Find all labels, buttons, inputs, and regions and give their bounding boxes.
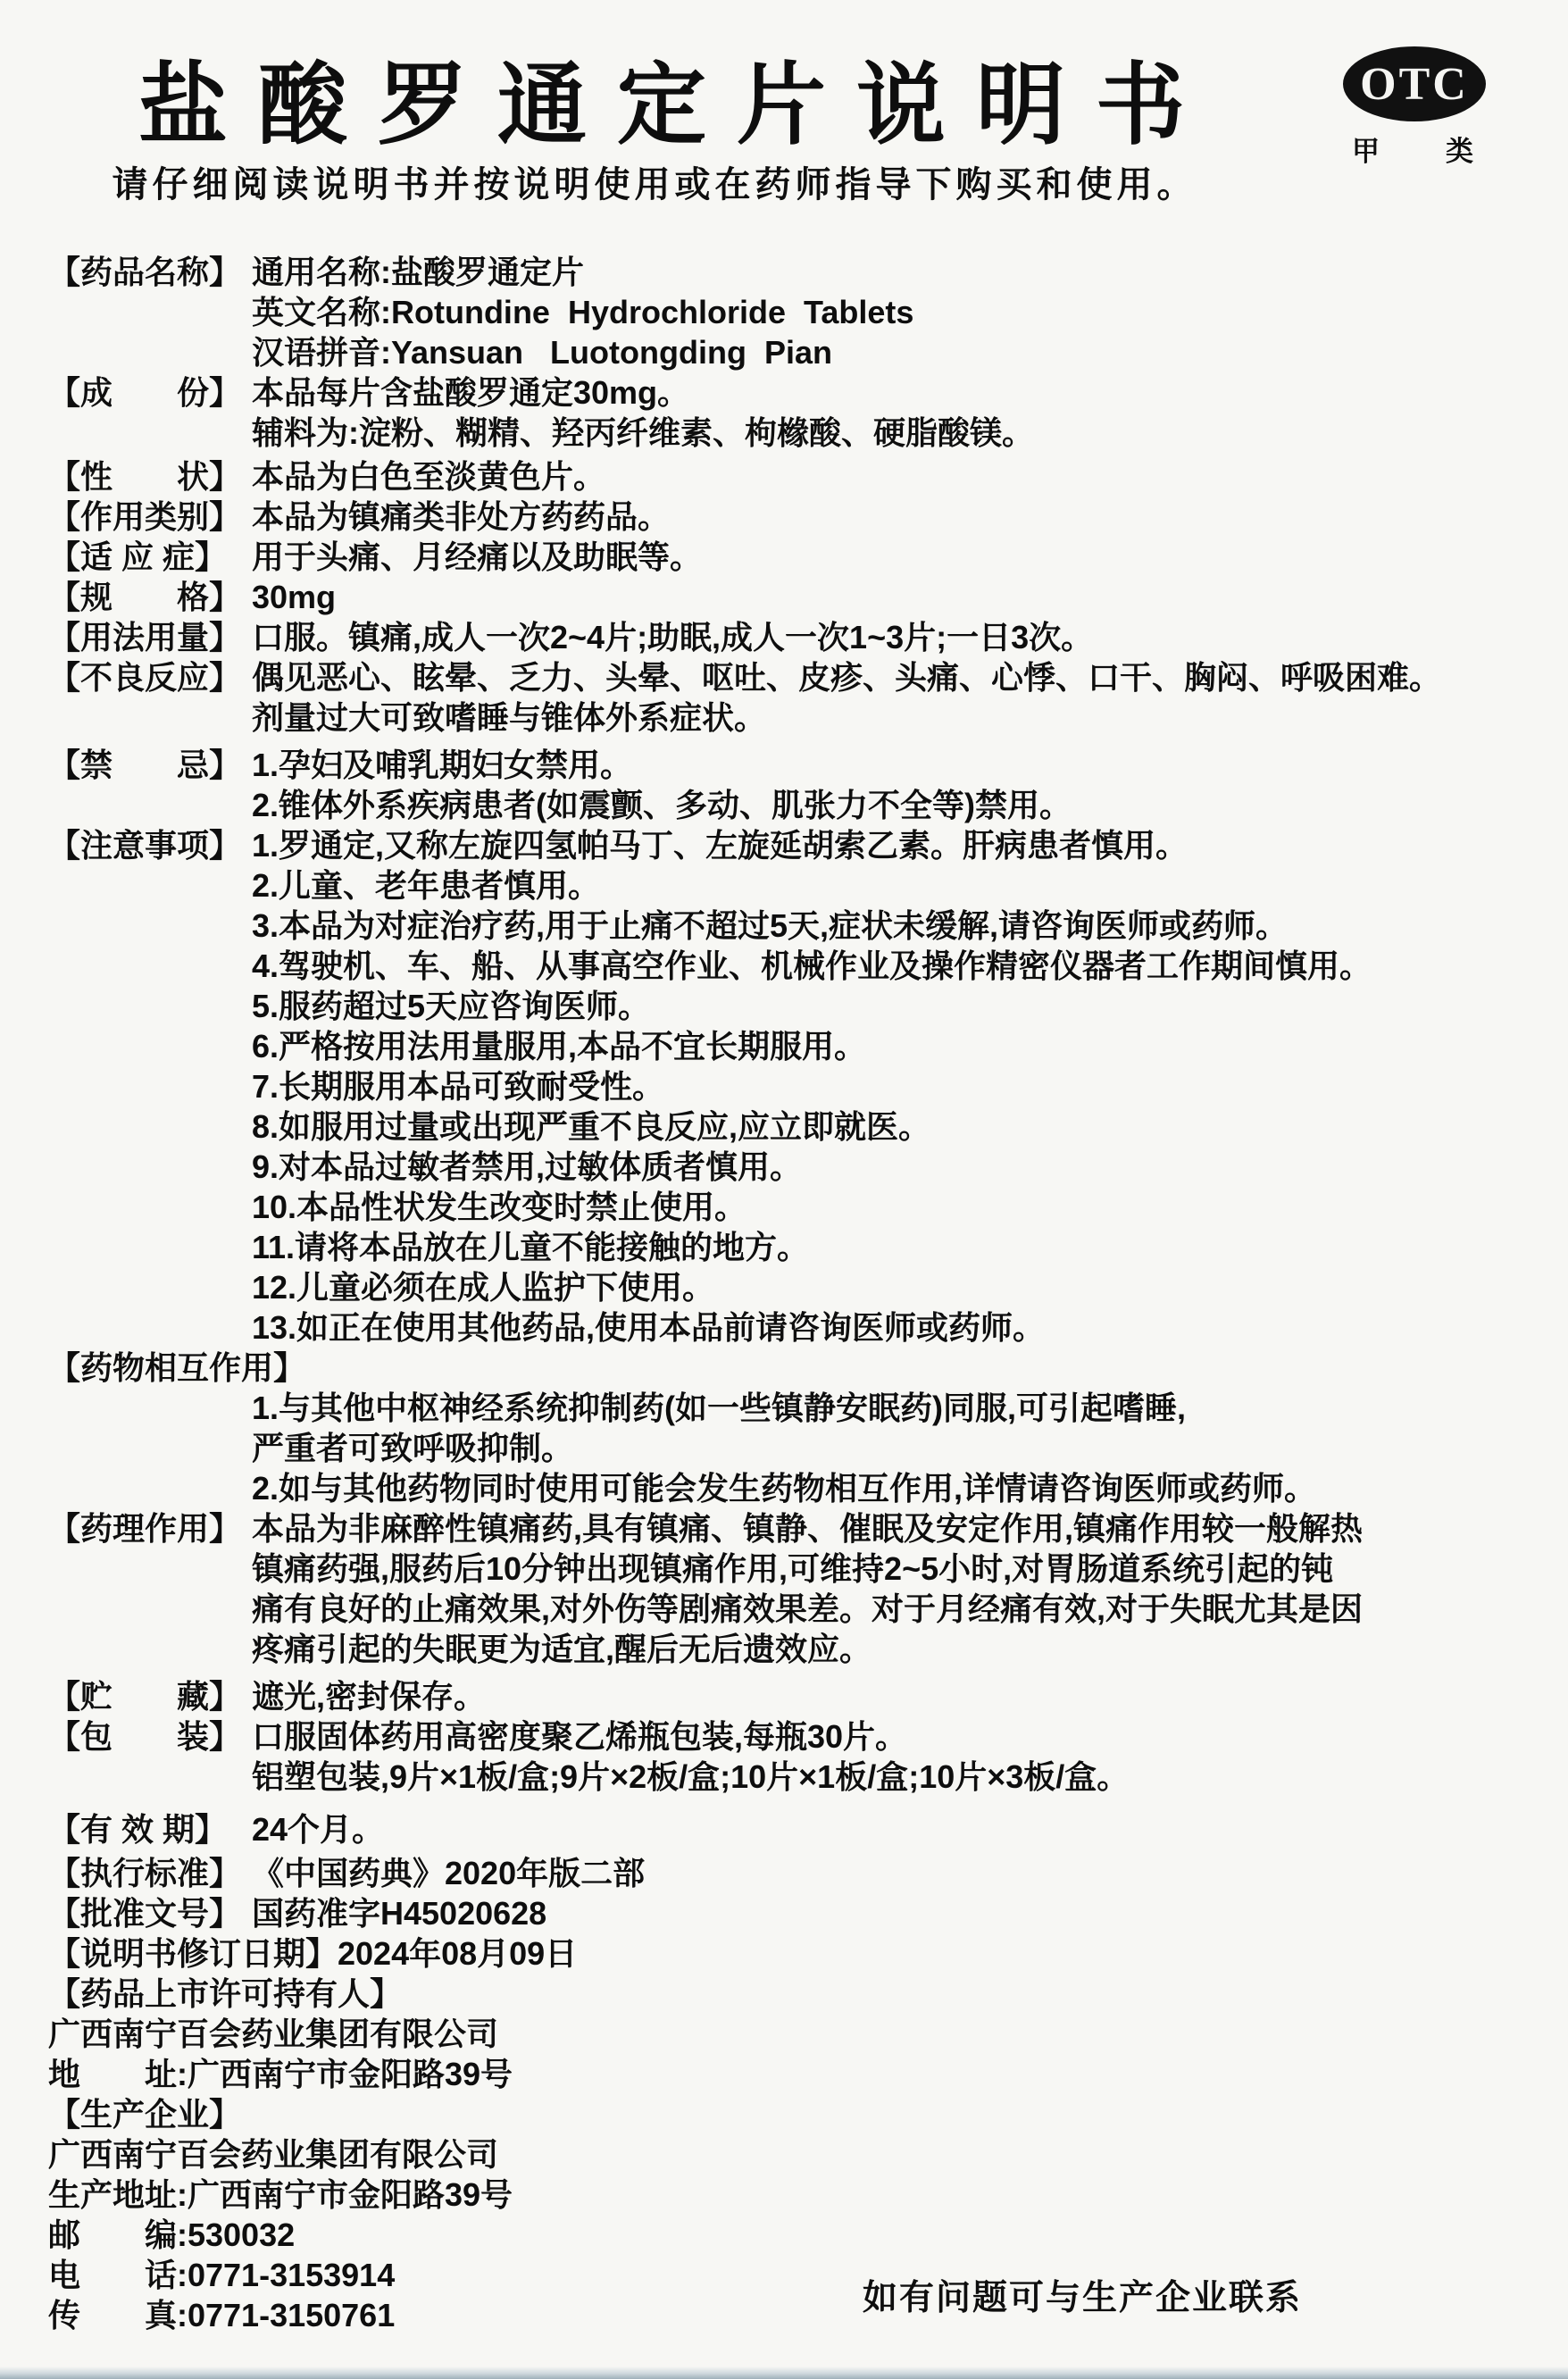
section-content [252,577,1536,617]
precaution-item: 5.服药超过5天应咨询医师。 [252,988,651,1024]
precaution-item: 6.严格按用法用量服用,本品不宜长期服用。 [252,1028,867,1064]
section-standard [48,1853,1536,1893]
precaution-item: 1.罗通定,又称左旋四氢帕马丁、左旋延胡索乙素。肝病患者慎用。 [252,827,1189,864]
section-pharmacology [48,1508,1536,1669]
text-line: 本品为非麻醉性镇痛药,具有镇痛、镇静、催眠及安定作用,镇痛作用较一般解热 [252,1510,1364,1547]
section-label: 【批准文号】 [48,1895,242,1932]
precaution-item: 12.儿童必须在成人监护下使用。 [252,1269,715,1306]
section-content [252,617,1536,657]
section-strength [48,577,1536,617]
text-line: 本品为白色至淡黄色片。 [252,458,606,495]
text-line: 国药准字H45020628 [252,1895,547,1932]
section-label: 【不良反应】 [48,659,242,696]
section-content [252,1676,1536,1716]
section-interactions-content [48,1388,1536,1508]
section-storage [48,1676,1536,1716]
text-line: 1.与其他中枢神经系统抑制药(如一些镇静安眠药)同服,可引起嗜睡, [252,1390,1187,1426]
otc-text: OTC [1360,58,1469,110]
precaution-item: 10.本品性状发生改变时禁止使用。 [252,1189,747,1225]
header [0,0,1568,205]
text-line: 疼痛引起的失眠更为适宜,醒后无后遗效应。 [252,1631,872,1667]
text-line: 用于头痛、月经痛以及助眠等。 [252,538,703,575]
text-line: 汉语拼音:Yansuan Luotongding Pian [252,334,832,371]
section-label: 【作用类别】 [48,498,242,535]
page-title: 盐酸罗通定片说明书 [138,55,1215,155]
section-label: 【禁 忌】 [48,747,242,783]
section-label: 【贮 藏】 [48,1678,242,1715]
section-precautions [48,825,1536,1348]
section-label: 【注意事项】 [48,827,242,864]
text-line: 口服。镇痛,成人一次2~4片;助眠,成人一次1~3片;一日3次。 [252,619,1094,655]
section-label: 【性 状】 [48,458,242,495]
manufacturer-phone: 电 话:0771-3153914 [48,2257,396,2293]
otc-class-char: 类 [1446,136,1473,167]
holder-address: 地 址:广西南宁市金阳路39号 [48,2056,513,2092]
section-content [252,252,1536,372]
text-line: 通用名称:盐酸罗通定片 [252,254,584,290]
manufacturer-company: 广西南宁百会药业集团有限公司 [48,2136,499,2173]
page-subtitle: 请仔细阅读说明书并按说明使用或在药师指导下购买和使用。 [112,165,1197,205]
text-line: 痛有良好的止痛效果,对外伤等剧痛效果差。对于月经痛有效,对于失眠尤其是因 [252,1590,1364,1627]
insert-body [0,252,1568,2335]
section-content [252,657,1536,738]
precaution-item: 11.请将本品放在儿童不能接触的地方。 [252,1229,810,1265]
section-label: 【适 应 症】 [48,538,228,575]
section-label: 【执行标准】 [48,1855,242,1891]
text-line: 剂量过大可致嗜睡与锥体外系症状。 [252,699,767,736]
section-content [252,537,1536,577]
section-label: 【药理作用】 [48,1510,242,1547]
precaution-item: 8.如服用过量或出现严重不良反应,应立即就医。 [252,1108,931,1145]
section-interactions-label [48,1348,1536,1388]
section-content [252,1893,1536,1933]
text-line: 英文名称:Rotundine Hydrochloride Tablets [252,294,914,330]
otc-class-char: 甲 [1352,136,1380,167]
section-content [252,745,1536,825]
text-line: 《中国药典》2020年版二部 [252,1855,646,1891]
section-content [252,1508,1536,1669]
otc-badge [1343,46,1489,169]
section-description [48,456,1536,497]
section-adverse-reactions [48,657,1536,738]
text-line: 镇痛药强,服药后10分钟出现镇痛作用,可维持2~5小时,对胃肠道系统引起的钝 [252,1550,1334,1587]
text-line: 24个月。 [252,1811,385,1848]
manufacturer-postcode: 邮 编:530032 [48,2216,296,2253]
section-content [252,1388,1536,1508]
text-line: 铝塑包装,9片×1板/盒;9片×2板/盒;10片×1板/盒;10片×3板/盒。 [252,1758,1130,1795]
section-category [48,497,1536,537]
text-line: 1.孕妇及哺乳期妇女禁用。 [252,747,633,783]
section-content [252,1853,1536,1893]
section-label: 【药物相互作用】 [48,1349,306,1386]
section-revision-date [48,1933,1536,1974]
section-content [252,372,1536,453]
text-line: 口服固体药用高密度聚乙烯瓶包装,每瓶30片。 [252,1718,908,1755]
otc-ellipse-logo [1343,46,1486,121]
section-label: 【药品名称】 [48,254,242,290]
section-content [338,1933,1536,1974]
section-content [252,1809,1536,1849]
contact-note: 如有问题可与生产企业联系 [863,2279,1303,2317]
section-content [252,1716,1536,1797]
section-package [48,1716,1536,1797]
holder-company: 广西南宁百会药业集团有限公司 [48,2016,499,2052]
text-line: 2024年08月09日 [338,1935,578,1972]
section-label: 【规 格】 [48,579,242,615]
section-label: 【说明书修订日期】 [48,1935,338,1972]
text-line: 本品每片含盐酸罗通定30mg。 [252,374,690,411]
section-validity [48,1809,1536,1849]
section-label: 【成 份】 [48,374,242,411]
section-indications [48,537,1536,577]
text-line: 2.锥体外系疾病患者(如震颤、多动、肌张力不全等)禁用。 [252,787,1072,823]
precaution-item: 2.儿童、老年患者慎用。 [252,867,601,904]
text-line: 遮光,密封保存。 [252,1678,487,1715]
holder-header: 【药品上市许可持有人】 [48,1975,403,2012]
text-line: 严重者可致呼吸抑制。 [252,1430,574,1466]
manufacturer-address: 生产地址:广西南宁市金阳路39号 [48,2176,513,2213]
section-dosage [48,617,1536,657]
section-content [252,456,1536,497]
text-line: 30mg [252,579,337,615]
section-label: 【有 效 期】 [48,1811,228,1848]
section-approval-number [48,1893,1536,1933]
section-content [252,497,1536,537]
manufacturer-header: 【生产企业】 [48,2096,242,2133]
text-line: 本品为镇痛类非处方药药品。 [252,498,671,535]
precaution-item: 4.驾驶机、车、船、从事高空作业、机械作业及操作精密仪器者工作期间慎用。 [252,947,1372,984]
manufacturer-fax: 传 真:0771-3150761 [48,2297,396,2333]
precaution-item: 7.长期服用本品可致耐受性。 [252,1068,665,1105]
text-line: 偶见恶心、眩晕、乏力、头晕、呕吐、皮疹、头痛、心悸、口干、胸闷、呼吸困难。 [252,659,1442,696]
text-line: 2.如与其他药物同时使用可能会发生药物相互作用,详情请咨询医师或药师。 [252,1470,1317,1507]
section-content [252,825,1536,1348]
precaution-item: 13.如正在使用其他药品,使用本品前请咨询医师或药师。 [252,1309,1046,1346]
section-label: 【包 装】 [48,1718,242,1755]
precaution-item: 9.对本品过敏者禁用,过敏体质者慎用。 [252,1148,803,1185]
otc-class-label [1352,129,1473,169]
section-contraindications [48,745,1536,825]
scan-bottom-edge [0,2366,1568,2379]
precaution-item: 3.本品为对症治疗药,用于止痛不超过5天,症状未缓解,请咨询医师或药师。 [252,907,1289,944]
section-drug-name [48,252,1536,372]
section-label: 【用法用量】 [48,619,242,655]
text-line: 辅料为:淀粉、糊精、羟丙纤维素、枸橼酸、硬脂酸镁。 [252,414,1034,451]
section-ingredients [48,372,1536,453]
